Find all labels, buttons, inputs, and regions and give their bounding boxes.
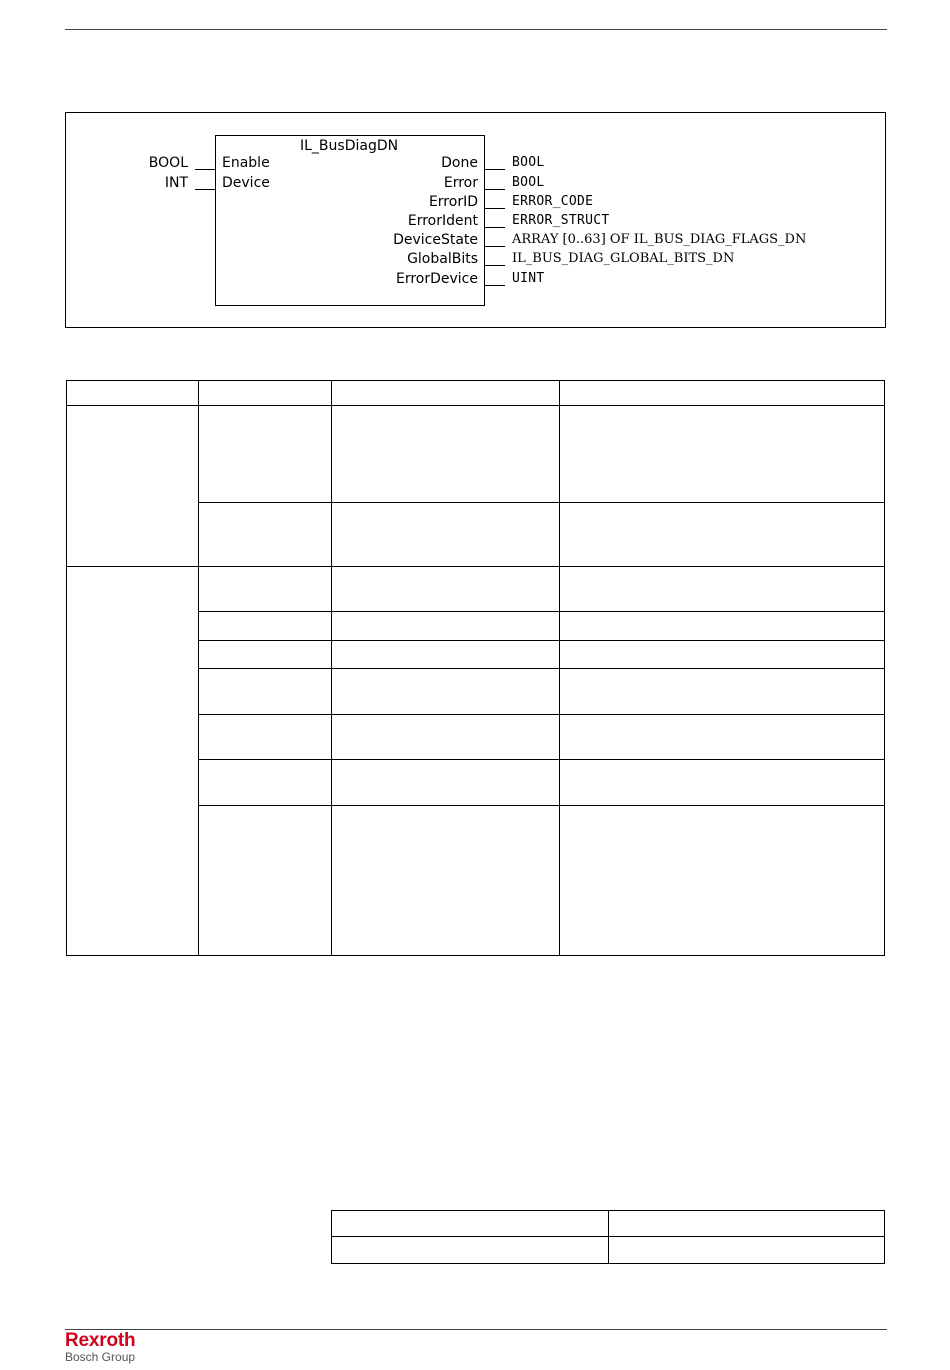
- output-pin-line-done: [485, 169, 505, 170]
- input-pin-line-device: [195, 189, 215, 190]
- output-pin-line-error: [485, 189, 505, 190]
- table-group-divider: [66, 566, 885, 567]
- table-row: [198, 611, 885, 612]
- output-pin-line-globalbits: [485, 265, 505, 266]
- input-pin-line-enable: [195, 169, 215, 170]
- output-type-globalbits: IL_BUS_DIAG_GLOBAL_BITS_DN: [512, 251, 735, 266]
- output-type-errorident: ERROR_STRUCT: [512, 213, 610, 228]
- output-pin-line-devicestate: [485, 246, 505, 247]
- output-pin-globalbits: GlobalBits: [407, 251, 478, 267]
- table-row: [198, 805, 885, 806]
- table-row: [198, 640, 885, 641]
- output-pin-done: Done: [441, 155, 478, 171]
- table-header-row: [66, 405, 885, 406]
- output-type-error: BOOL: [512, 175, 545, 190]
- output-type-done: BOOL: [512, 155, 545, 170]
- table-row: [198, 714, 885, 715]
- output-pin-line-errorid: [485, 208, 505, 209]
- output-type-devicestate: ARRAY [0..63] OF IL_BUS_DIAG_FLAGS_DN: [512, 232, 807, 247]
- top-rule: [65, 29, 887, 30]
- input-type-enable: BOOL: [148, 155, 188, 171]
- input-type-device: INT: [164, 175, 188, 191]
- small-table-column-divider: [608, 1210, 609, 1264]
- input-pin-device: Device: [222, 175, 270, 191]
- output-pin-line-errordevice: [485, 285, 505, 286]
- output-pin-errorid: ErrorID: [428, 194, 478, 210]
- output-pin-devicestate: DeviceState: [393, 232, 478, 248]
- output-type-errordevice: UINT: [512, 271, 545, 286]
- table-row: [198, 759, 885, 760]
- output-pin-errorident: ErrorIdent: [407, 213, 478, 229]
- output-pin-error: Error: [443, 175, 478, 191]
- bosch-group-label: Bosch Group: [65, 1350, 136, 1364]
- input-pin-enable: Enable: [222, 155, 270, 171]
- rexroth-logo: Rexroth: [65, 1330, 136, 1351]
- output-type-errorid: ERROR_CODE: [512, 194, 594, 209]
- function-block-name: IL_BusDiagDN: [300, 138, 399, 154]
- output-pin-errordevice: ErrorDevice: [395, 271, 478, 287]
- bottom-rule: [65, 1329, 887, 1330]
- table-row: [198, 502, 885, 503]
- table-row: [198, 668, 885, 669]
- output-pin-line-errorident: [485, 227, 505, 228]
